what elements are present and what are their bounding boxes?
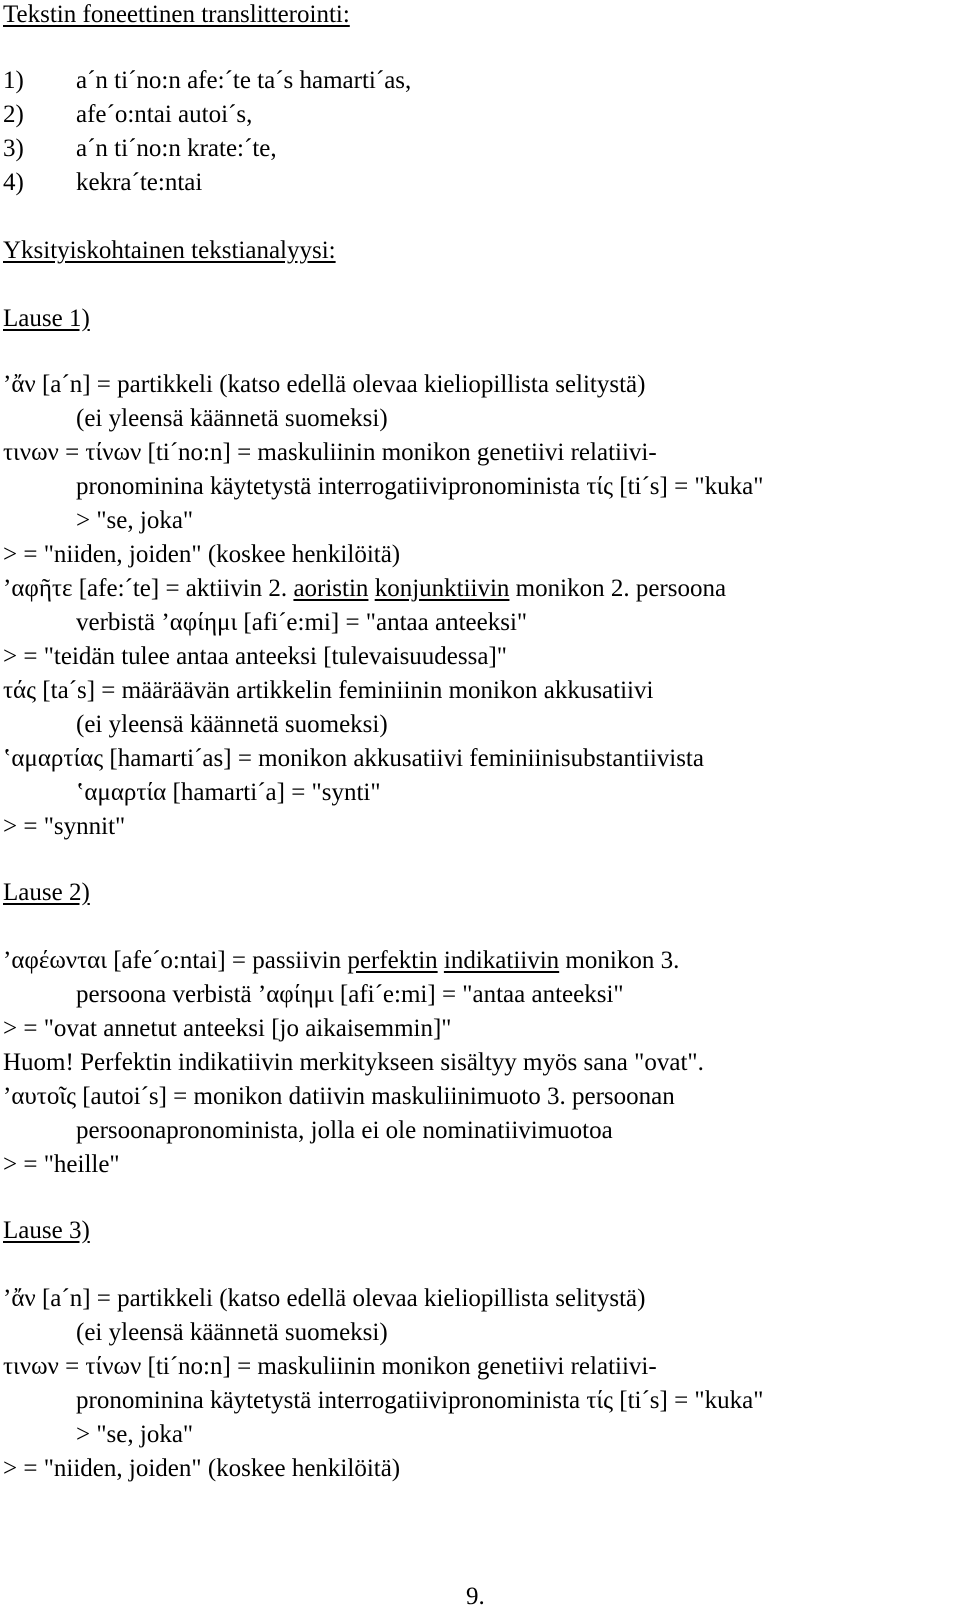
underlined-term: indikatiivin [443,947,560,974]
lause-1-line: (ei yleensä käännetä suomeksi) [76,711,388,738]
translit-line-4 [3,168,202,198]
lause-1-line: > = "teidän tulee antaa anteeksi [tulevaisuudessa]" [3,643,507,670]
translit-line-number: 2) [3,101,24,128]
line-segment: monikon 2. persoona [515,575,727,602]
lause-3-line: > "se, joka" [76,1421,194,1448]
lause-1-line: τάς [ta´s] = määräävän artikkelin feminiinin monikon akkusatiivi [3,677,654,704]
translit-heading: Tekstin foneettinen translitterointi: [3,1,350,28]
lause-2-line: persoona verbistä ’αφίημι [afi´e:mi] = "antaa anteeksi" [76,981,624,1008]
lause-3-line: pronominina käytetystä interrogatiivipronominista τίς [ti´s] = "kuka" [76,1387,764,1414]
translit-line-2 [3,100,252,130]
underlined-term: aoristin [293,575,369,602]
lause-1-line: ʽαμαρτία [hamarti´a] = "synti" [76,779,381,806]
lause-1-line [3,574,726,604]
underlined-term: konjunktiivin [374,575,510,602]
lause-1-line: > = "niiden, joiden" (koskee henkilöitä) [3,541,401,568]
lause-1-heading: Lause 1) [3,305,90,332]
translit-line-number: 4) [3,169,24,196]
translit-line-text: a´n ti´no:n krate:´te, [76,135,277,162]
lause-2-line [3,946,679,976]
lause-1-line: (ei yleensä käännetä suomeksi) [76,405,388,432]
lause-3-line: ’ἄν [a´n] = partikkeli (katso edellä olevaa kieliopillista selitystä) [3,1285,646,1312]
lause-1-line: pronominina käytetystä interrogatiivipronominista τίς [ti´s] = "kuka" [76,473,764,500]
lause-1-line: verbistä ’αφίημι [afi´e:mi] = "antaa anteeksi" [76,609,528,636]
lause-2-line: persoonapronominista, jolla ei ole nominatiivimuotoa [76,1117,613,1144]
line-segment: monikon 3. [565,947,680,974]
lause-2-line: ’αυτοῖς [autoi´s] = monikon datiivin maskuliinimuoto 3. persoonan [3,1083,675,1110]
line-segment: ’αφέωνται [afe´o:ntai] = passiivin [3,947,342,974]
lause-3-line: τινων = τίνων [ti´no:n] = maskuliinin monikon genetiivi relatiivi- [3,1353,657,1380]
lause-1-line: > = "synnit" [3,813,126,840]
translit-line-1 [3,66,411,96]
translit-line-text: a´n ti´no:n afe:´te ta´s hamarti´as, [76,67,412,94]
lause-3-line: (ei yleensä käännetä suomeksi) [76,1319,388,1346]
translit-line-number: 1) [3,67,24,94]
lause-2-heading: Lause 2) [3,879,90,906]
translit-line-text: kekra´te:ntai [76,169,203,196]
lause-1-line: τινων = τίνων [ti´no:n] = maskuliinin monikon genetiivi relatiivi- [3,439,657,466]
lause-1-line: ʽαμαρτίας [hamarti´as] = monikon akkusatiivi feminiinisubstantiivista [3,745,704,772]
analysis-heading: Yksityiskohtainen tekstianalyysi: [3,237,336,264]
lause-3-heading: Lause 3) [3,1217,90,1244]
lause-2-line: > = "heille" [3,1151,120,1178]
lause-2-line: Huom! Perfektin indikatiivin merkitykseen sisältyy myös sana "ovat". [3,1049,704,1076]
line-segment: ’αφῆτε [afe:´te] = aktiivin 2. [3,575,288,602]
underlined-term: perfektin [347,947,438,974]
lause-1-line: > "se, joka" [76,507,194,534]
translit-line-text: afe´o:ntai autoi´s, [76,101,253,128]
page-number: 9. [466,1583,485,1610]
lause-2-line: > = "ovat annetut anteeksi [jo aikaisemmin]" [3,1015,452,1042]
translit-line-3 [3,134,277,164]
lause-3-line: > = "niiden, joiden" (koskee henkilöitä) [3,1455,401,1482]
lause-1-line: ’ἄν [a´n] = partikkeli (katso edellä olevaa kieliopillista selitystä) [3,371,646,398]
translit-line-number: 3) [3,135,24,162]
